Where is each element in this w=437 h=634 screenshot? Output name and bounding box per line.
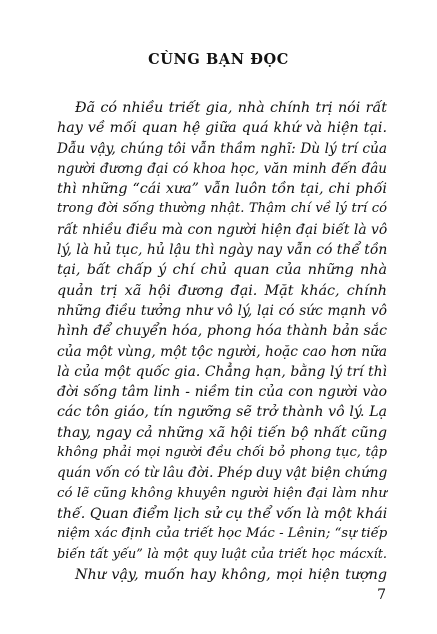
text-line: thì những “cái xưa” vẫn luôn tồn tại, chi phối [57,181,387,198]
text-line: trong đời sống thường nhật. Thậm chí về lý trí có [57,201,387,217]
text-line: tại, bất chấp ý chí chủ quan của những nhà [57,262,387,279]
text-line: biến tất yếu” là một quy luật của triết học mácxít. [57,546,387,562]
text-line: không phải mọi người đều chối bỏ phong tục, tập [57,445,387,461]
text-line: Dẫu vậy, chúng tôi vẫn thầm nghĩ: Dù lý trí của [57,140,387,157]
text-line: Đã có nhiều triết gia, nhà chính trị nói rất [75,100,387,116]
text-line: hay về mối quan hệ giữa quá khứ và hiện tại. [57,120,387,137]
text-line: có lẽ cũng không khuyên người hiện đại làm như [57,485,387,501]
text-line: quán vốn có từ lâu đời. Phép duy vật biện chứng [57,465,388,482]
page-number: 7 [377,587,386,603]
text-line: những điều tưởng như vô lý, lại có sức mạnh vô [57,302,387,319]
text-line: niệm xác định của triết học Mác - Lênin; “sự tiếp [57,526,388,542]
text-line: Như vậy, muốn hay không, mọi hiện tượng [75,566,387,583]
text-line: của một vùng, một tộc người, hoặc cao hơn nữa [57,343,387,360]
text-line: lý, là hủ tục, hủ lậu thì ngày nay vẫn có thể tồn [57,242,388,259]
text-line: thay, ngay cả những xã hội tiến bộ nhất cũng [57,424,387,441]
text-line: quản trị xã hội đương đại. Mặt khác, chính [57,282,387,299]
text-line: các tôn giáo, tín ngưỡng sẽ trở thành vô lý. Lạ [57,404,387,421]
text-line: người đương đại có khoa học, văn minh đến đâu [57,160,387,177]
text-line: thế. Quan điểm lịch sử cụ thể vốn là một khái [57,505,388,522]
text-line: rất nhiều điều mà con người hiện đại biết là vô [57,221,388,238]
text-line: đời sống tâm linh - niềm tin của con người vào [57,384,387,401]
text-line: hình để chuyển hóa, phong hóa thành bản sắc [57,323,387,340]
page-title: CÙNG BẠN ĐỌC [148,51,289,68]
body-text [57,98,387,585]
text-line: là của một quốc gia. Chẳng hạn, bằng lý trí thì [57,363,387,380]
